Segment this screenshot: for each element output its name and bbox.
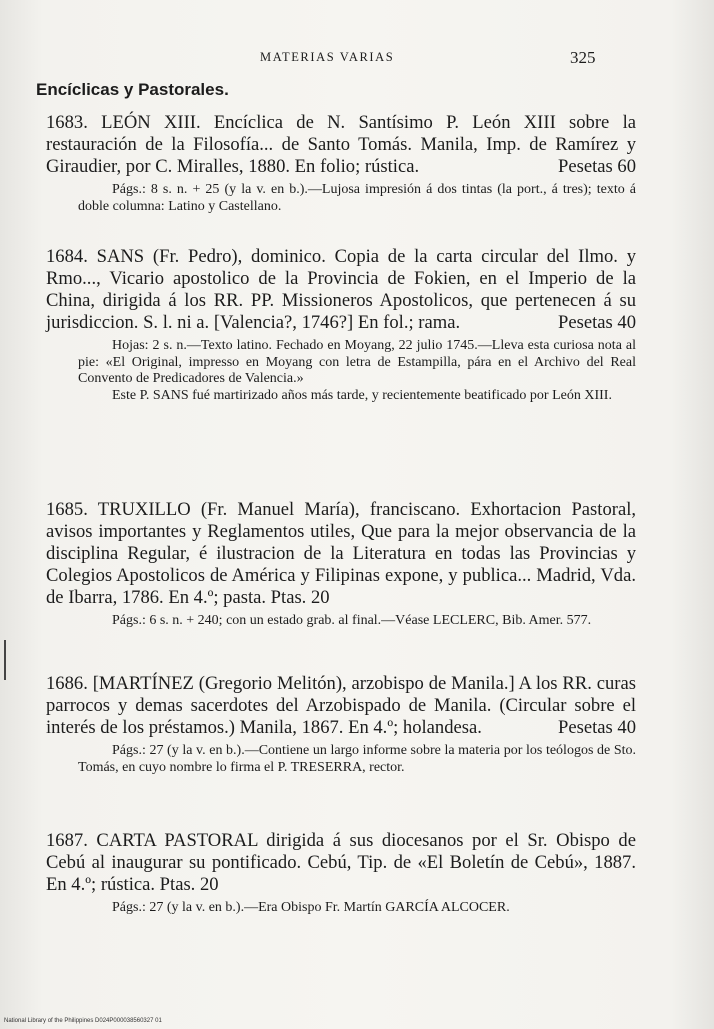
entry-number: 1684. (46, 246, 88, 267)
entry-price: Pesetas 60 (558, 156, 636, 177)
catalog-entry (46, 112, 636, 215)
entry-note: Hojas: 2 s. n.—Texto latino. Fechado en Moyang, 22 julio 1745.—Lleva esta curiosa nota al pie: «El Original, impresso en Moyang con letra de Estampilla, pára en el Archivo del Real Convento de Predicadores de Valencia.» (78, 338, 636, 386)
entry-body (46, 112, 636, 178)
page-header (0, 48, 714, 68)
entry-body (46, 673, 636, 739)
entry-price: Pesetas 40 (558, 312, 636, 333)
catalog-entry (46, 246, 636, 404)
margin-mark (4, 640, 6, 680)
entry-note: Págs.: 6 s. n. + 240; con un estado grab. al final.—Véase LECLERC, Bib. Amer. 577. (112, 613, 592, 628)
entry-text: CARTA PASTORAL dirigida á sus diocesanos por el Sr. Obispo de Cebú al inaugurar su pontificado. Cebú, Tip. de «El Boletín de Cebú», 1887. En 4.º; rústica. Ptas. 20 (46, 830, 636, 895)
entry-body (46, 830, 636, 896)
entry-text: [MARTÍNEZ (Gregorio Melitón), arzobispo de Manila.] A los RR. curas parrocos y demas sacerdotes del Arzobispado de Manila. (Circular sobre el interés de los préstamos.) Manila, 1867. En 4.º; holandesa. (46, 673, 636, 738)
entry-note: Págs.: 8 s. n. + 25 (y la v. en b.).—Lujosa impresión á dos tintas (la port., á tres); texto á doble columna: Latino y Castellano. (78, 182, 636, 214)
entry-price: Pesetas 40 (558, 717, 636, 738)
entry-text: SANS (Fr. Pedro), dominico. Copia de la carta circular del Ilmo. y Rmo..., Vicario apostolico de la Provincia de Fokien, en el Imperio de la China, dirigida á los RR. PP. Missioneros Apostolicos, que pertenecen á su jurisdiccion. S. l. ni a. [Valencia?, 1746?] En fol.; rama. (46, 246, 636, 333)
catalog-entry (46, 830, 636, 917)
section-title: Encíclicas y Pastorales. (36, 80, 229, 99)
page-number: 325 (570, 48, 596, 67)
entry-number: 1683. (46, 112, 88, 133)
entry-note: Este P. SANS fué martirizado años más tarde, y recientemente beatificado por León XIII. (112, 387, 612, 403)
catalog-entry (46, 673, 636, 776)
entry-number: 1686. (46, 673, 88, 694)
entry-note: Págs.: 27 (y la v. en b.).—Era Obispo Fr. Martín GARCÍA ALCOCER. (112, 900, 510, 915)
catalog-entry (46, 499, 636, 630)
entry-body (46, 246, 636, 334)
running-title: MATERIAS VARIAS (260, 50, 395, 64)
entry-body (46, 499, 636, 609)
entry-text: TRUXILLO (Fr. Manuel María), franciscano. Exhortacion Pastoral, avisos importantes y Reglamentos utiles, Que para la mejor observancia de la disciplina Regular, é ilustracion de la Literatura en todas las Provincias y Colegios Apostolicos de América y Filipinas expone, y publica... Madrid, Vda. de Ibarra, 1786. En 4.º; pasta. Ptas. 20 (46, 499, 637, 608)
entry-number: 1687. (46, 830, 88, 851)
scan-footer: National Library of the Philippines D024P000038560327 01 (4, 1018, 162, 1024)
entry-number: 1685. (46, 499, 88, 520)
entry-note: Págs.: 27 (y la v. en b.).—Contiene un largo informe sobre la materia por los teólogos de Sto. Tomás, en cuyo nombre lo firma el P. TRESERRA, rector. (78, 743, 636, 775)
entry-text: LEÓN XIII. Encíclica de N. Santísimo P. León XIII sobre la restauración de la Filosofía... de Santo Tomás. Manila, Imp. de Ramírez y Giraudier, por C. Miralles, 1880. En folio; rústica. (46, 112, 636, 177)
